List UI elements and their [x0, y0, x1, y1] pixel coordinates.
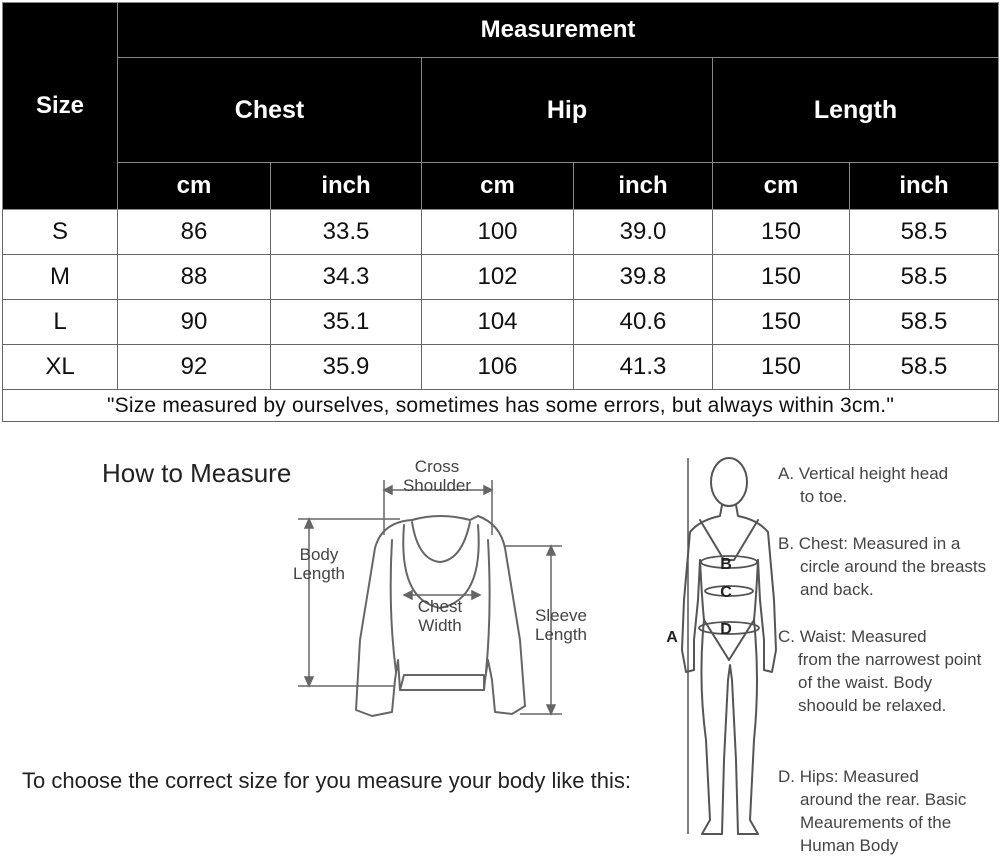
table-row	[3, 255, 999, 300]
table-cell: 150	[713, 210, 850, 255]
size-chart-table	[2, 2, 999, 422]
unit-header: inch	[574, 163, 713, 210]
table-cell: 58.5	[850, 345, 999, 390]
marker-d: D	[720, 621, 732, 638]
sleeve-length-label	[526, 606, 596, 644]
measurement-header: Measurement	[118, 3, 999, 58]
table-row	[3, 345, 999, 390]
description-c	[778, 625, 993, 717]
table-cell: 150	[713, 255, 850, 300]
description-line: B. Chest: Measured in a	[778, 534, 961, 553]
description-a	[778, 462, 993, 508]
label-line: Length	[535, 625, 587, 644]
size-cell: M	[3, 255, 118, 300]
table-cell: 58.5	[850, 255, 999, 300]
table-cell: 104	[422, 300, 574, 345]
table-cell: 39.0	[574, 210, 713, 255]
label-line: Chest	[417, 597, 463, 616]
table-cell: 33.5	[271, 210, 422, 255]
marker-a: A	[666, 629, 678, 646]
chest-header: Chest	[118, 58, 422, 163]
unit-header: cm	[422, 163, 574, 210]
unit-header: cm	[118, 163, 271, 210]
table-cell: 35.1	[271, 300, 422, 345]
label-line: Shoulder	[402, 476, 472, 495]
chest-width-label	[405, 597, 475, 635]
table-cell: 100	[422, 210, 574, 255]
length-header: Length	[713, 58, 999, 163]
table-cell: 58.5	[850, 300, 999, 345]
description-line: D. Hips: Measured	[778, 767, 919, 786]
size-header: Size	[3, 3, 118, 210]
table-cell: 150	[713, 300, 850, 345]
table-cell: 102	[422, 255, 574, 300]
cross-shoulder-label	[392, 457, 482, 495]
table-cell: 106	[422, 345, 574, 390]
size-cell: S	[3, 210, 118, 255]
label-line: Sleeve	[535, 606, 587, 625]
marker-c: C	[720, 584, 732, 601]
unit-header: cm	[713, 163, 850, 210]
table-cell: 34.3	[271, 255, 422, 300]
size-cell: XL	[3, 345, 118, 390]
table-cell: 58.5	[850, 210, 999, 255]
table-cell: 39.8	[574, 255, 713, 300]
label-line: Cross	[414, 457, 460, 476]
table-cell: 90	[118, 300, 271, 345]
body-length-label	[284, 545, 354, 583]
description-line: A. Vertical height head	[778, 464, 949, 483]
marker-b: B	[720, 556, 732, 573]
description-line: C. Waist: Measured	[778, 627, 927, 646]
table-cell: 40.6	[574, 300, 713, 345]
description-line: around the rear. Basic Meaurements of the Human Body	[800, 790, 967, 855]
description-b	[778, 532, 993, 601]
table-cell: 86	[118, 210, 271, 255]
description-line: to toe.	[800, 487, 848, 506]
hip-header: Hip	[422, 58, 713, 163]
unit-header: inch	[271, 163, 422, 210]
how-to-measure-title: How to Measure	[102, 458, 292, 488]
table-cell: 150	[713, 345, 850, 390]
unit-header: inch	[850, 163, 999, 210]
table-cell: 35.9	[271, 345, 422, 390]
size-cell: L	[3, 300, 118, 345]
description-d	[778, 765, 993, 857]
description-line: from the narrowest point of the waist. Body shoould be relaxed.	[798, 650, 982, 715]
label-line: Body	[299, 545, 339, 564]
table-cell: 88	[118, 255, 271, 300]
label-line: Width	[418, 616, 462, 635]
table-row	[3, 210, 999, 255]
table-cell: 92	[118, 345, 271, 390]
table-row	[3, 300, 999, 345]
choose-size-instruction: To choose the correct size for you measure your body like this:	[22, 768, 631, 793]
table-cell: 41.3	[574, 345, 713, 390]
label-line: Length	[293, 564, 345, 583]
description-line: circle around the breasts and back.	[800, 557, 987, 599]
size-note: "Size measured by ourselves, sometimes has some errors, but always within 3cm."	[3, 390, 999, 422]
